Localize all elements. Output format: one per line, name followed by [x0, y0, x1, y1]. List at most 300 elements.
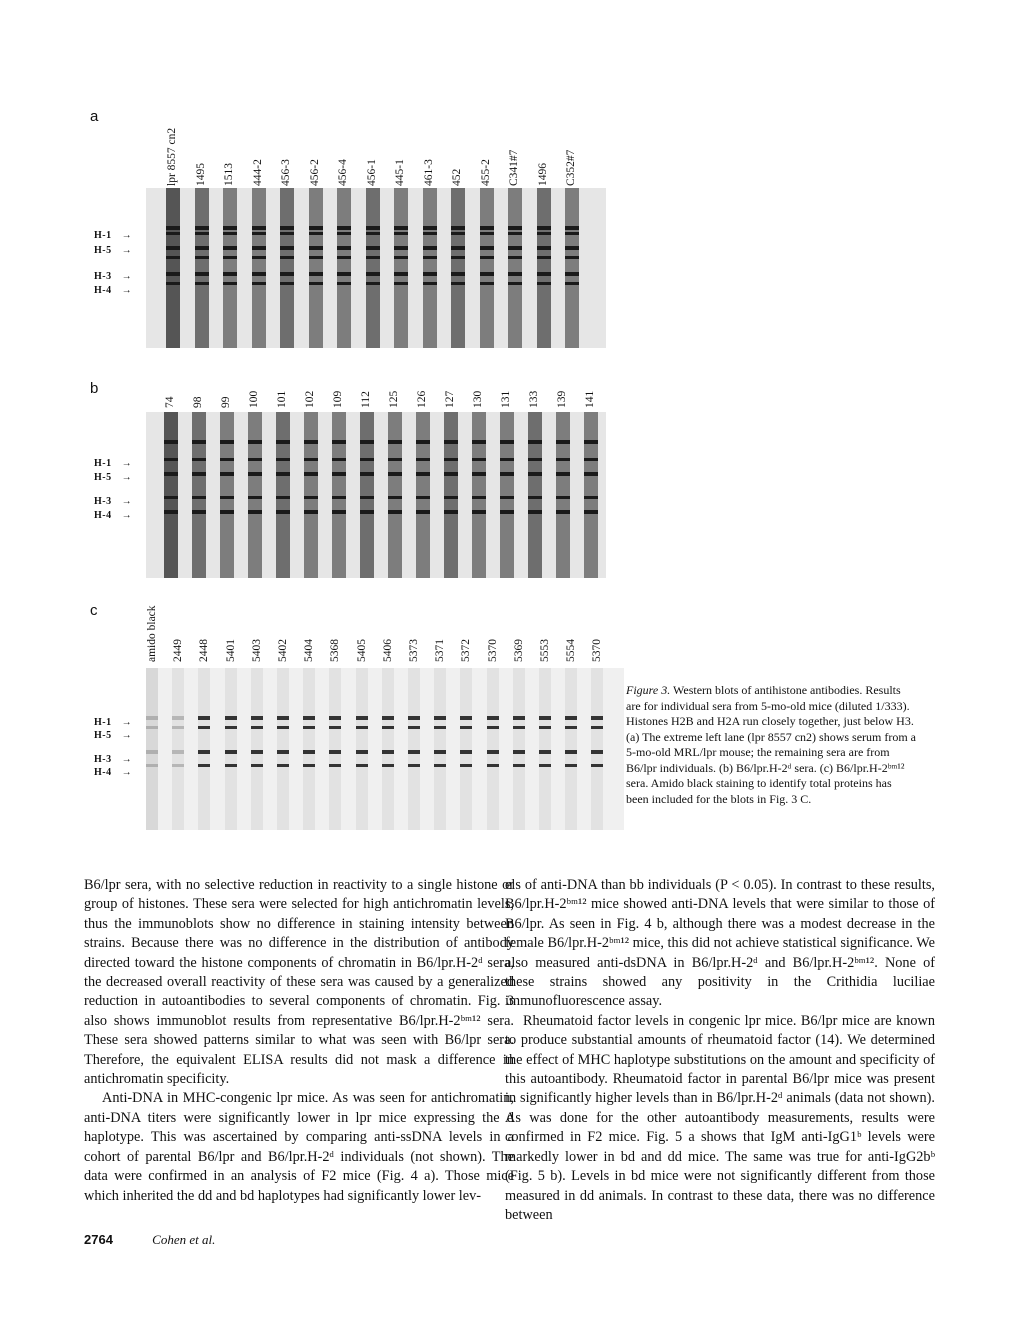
- histone-band: [277, 716, 289, 720]
- histone-band: [500, 458, 514, 461]
- histone-band: [556, 458, 570, 461]
- histone-band: [480, 272, 494, 276]
- marker-h1: H-1 →: [94, 717, 133, 728]
- histone-band: [565, 726, 577, 729]
- histone-band: [360, 510, 374, 514]
- histone-band: [164, 496, 178, 499]
- histone-band: [277, 726, 289, 729]
- histone-band: [460, 716, 472, 720]
- marker-label: H-3: [94, 271, 112, 282]
- histone-band: [303, 764, 315, 767]
- histone-band: [248, 496, 262, 499]
- histone-band: [192, 510, 206, 514]
- lane-label: 2449: [172, 639, 185, 662]
- histone-band: [195, 246, 209, 250]
- blot-lane: [356, 668, 368, 830]
- histone-band: [248, 510, 262, 514]
- blot-lane: [251, 668, 263, 830]
- histone-band: [556, 496, 570, 499]
- histone-band: [565, 282, 579, 285]
- body-column-right: [505, 876, 935, 1225]
- histone-band: [356, 764, 368, 767]
- blot-lane: [416, 412, 430, 578]
- histone-band: [329, 750, 341, 754]
- lane-label: 112: [360, 391, 372, 408]
- histone-band: [309, 282, 323, 285]
- histone-band: [416, 440, 430, 444]
- histone-band: [537, 282, 551, 285]
- histone-band: [366, 232, 380, 235]
- histone-band: [164, 458, 178, 461]
- histone-band: [220, 510, 234, 514]
- page-footer: [84, 1232, 215, 1248]
- blot-lane: [248, 412, 262, 578]
- blot-lane: [565, 668, 577, 830]
- blot-lane: [252, 188, 266, 348]
- histone-band: [500, 472, 514, 476]
- panel-b: [84, 370, 624, 580]
- lane-label: 445-1: [394, 159, 406, 186]
- histone-band: [556, 472, 570, 476]
- histone-band: [451, 226, 465, 230]
- blot-lane: [394, 188, 408, 348]
- histone-band: [198, 750, 210, 754]
- histone-band: [565, 272, 579, 276]
- caption-label: Figure 3.: [626, 683, 671, 697]
- histone-band: [309, 226, 323, 230]
- histone-band: [394, 232, 408, 235]
- panel-c: [84, 596, 624, 831]
- histone-band: [408, 750, 420, 754]
- histone-band: [252, 282, 266, 285]
- blot-image: [146, 188, 606, 348]
- lane-label: 5370: [486, 639, 499, 662]
- marker-label: H-4: [94, 285, 112, 296]
- marker-label: H-1: [94, 717, 112, 728]
- histone-band: [220, 472, 234, 476]
- histone-band: [164, 510, 178, 514]
- lane-label: 102: [304, 390, 316, 408]
- histone-band: [192, 440, 206, 444]
- histone-band: [480, 232, 494, 235]
- lane-label: amido black: [146, 605, 158, 662]
- histone-band: [248, 472, 262, 476]
- marker-h3: H-3 →: [94, 271, 133, 282]
- histone-band: [472, 496, 486, 499]
- lane-label: 5406: [381, 639, 394, 662]
- histone-band: [366, 256, 380, 259]
- histone-band: [252, 246, 266, 250]
- panel-letter: b: [90, 380, 99, 397]
- histone-band: [309, 232, 323, 235]
- histone-band: [366, 272, 380, 276]
- histone-band: [565, 226, 579, 230]
- lane-label: C341#7: [508, 149, 520, 186]
- histone-band: [508, 272, 522, 276]
- histone-band: [508, 256, 522, 259]
- histone-band: [565, 256, 579, 259]
- histone-band: [337, 232, 351, 235]
- blot-lane: [528, 412, 542, 578]
- histone-band: [591, 716, 603, 720]
- histone-band: [146, 750, 158, 754]
- lane-label: 5371: [434, 639, 447, 662]
- histone-band: [513, 726, 525, 729]
- histone-band: [513, 716, 525, 720]
- marker-label: H-4: [94, 510, 112, 521]
- histone-band: [556, 440, 570, 444]
- blot-lane: [366, 188, 380, 348]
- histone-band: [500, 510, 514, 514]
- histone-band: [356, 716, 368, 720]
- histone-band: [416, 472, 430, 476]
- histone-band: [172, 764, 184, 767]
- histone-band: [423, 272, 437, 276]
- lane-label: 2448: [198, 639, 211, 662]
- histone-band: [337, 272, 351, 276]
- marker-h4: H-4 →: [94, 285, 133, 296]
- blot-lane: [480, 188, 494, 348]
- histone-band: [416, 496, 430, 499]
- histone-band: [337, 256, 351, 259]
- histone-band: [408, 764, 420, 767]
- histone-band: [416, 458, 430, 461]
- histone-band: [304, 440, 318, 444]
- histone-band: [220, 440, 234, 444]
- histone-band: [500, 496, 514, 499]
- histone-band: [408, 726, 420, 729]
- histone-band: [444, 510, 458, 514]
- histone-band: [416, 510, 430, 514]
- lane-label: 452: [451, 168, 463, 186]
- blot-lane: [508, 188, 522, 348]
- histone-band: [472, 440, 486, 444]
- histone-band: [382, 726, 394, 729]
- lane-label: 1513: [223, 163, 235, 186]
- histone-band: [591, 726, 603, 729]
- histone-band: [251, 750, 263, 754]
- histone-band: [220, 458, 234, 461]
- page-number: 2764: [84, 1232, 113, 1247]
- histone-band: [584, 458, 598, 461]
- blot-lane: [584, 412, 598, 578]
- marker-h5: H-5 →: [94, 245, 133, 256]
- histone-band: [195, 272, 209, 276]
- histone-band: [337, 282, 351, 285]
- histone-band: [500, 440, 514, 444]
- histone-band: [508, 226, 522, 230]
- blot-lane: [192, 412, 206, 578]
- histone-band: [360, 496, 374, 499]
- histone-band: [472, 472, 486, 476]
- histone-band: [487, 750, 499, 754]
- lane-label: 99: [220, 396, 232, 408]
- histone-band: [528, 472, 542, 476]
- histone-band: [388, 510, 402, 514]
- histone-band: [303, 726, 315, 729]
- histone-band: [591, 764, 603, 767]
- blot-lane: [537, 188, 551, 348]
- histone-band: [303, 750, 315, 754]
- histone-band: [423, 232, 437, 235]
- histone-band: [565, 716, 577, 720]
- histone-band: [508, 282, 522, 285]
- histone-band: [276, 496, 290, 499]
- histone-band: [166, 256, 180, 259]
- histone-band: [537, 232, 551, 235]
- histone-band: [584, 496, 598, 499]
- lane-label: 109: [332, 390, 344, 408]
- running-author: Cohen et al.: [152, 1232, 216, 1247]
- histone-band: [304, 458, 318, 461]
- histone-band: [513, 764, 525, 767]
- histone-band: [332, 510, 346, 514]
- marker-label: H-1: [94, 230, 112, 241]
- histone-band: [539, 764, 551, 767]
- histone-band: [537, 246, 551, 250]
- histone-band: [394, 282, 408, 285]
- blot-lane: [408, 668, 420, 830]
- blot-lane: [303, 668, 315, 830]
- histone-band: [584, 472, 598, 476]
- histone-band: [584, 440, 598, 444]
- lane-label: 456-3: [280, 159, 292, 186]
- blot-lane: [225, 668, 237, 830]
- marker-label: H-1: [94, 458, 112, 469]
- histone-band: [388, 440, 402, 444]
- histone-band: [248, 440, 262, 444]
- marker-h3: H-3 →: [94, 496, 133, 507]
- histone-band: [366, 226, 380, 230]
- histone-band: [225, 750, 237, 754]
- blot-lane: [332, 412, 346, 578]
- histone-band: [276, 440, 290, 444]
- marker-h4: H-4 →: [94, 767, 133, 778]
- blot-lane: [198, 668, 210, 830]
- histone-band: [528, 440, 542, 444]
- histone-band: [280, 282, 294, 285]
- histone-band: [225, 726, 237, 729]
- histone-band: [356, 750, 368, 754]
- blot-lane: [166, 188, 180, 348]
- histone-band: [309, 256, 323, 259]
- lane-label: 5369: [512, 639, 525, 662]
- histone-band: [329, 726, 341, 729]
- paragraph: Anti-DNA in MHC-congenic lpr mice. As was seen for antichromatin, anti-DNA titers were significantly lower in lpr mice expressing the d haplotype. This was ascertained by comparing anti-ssDNA levels in a cohort of parental B6/lpr and B6/lpr.H-2ᵈ individuals (not shown). The data were confirmed in an analysis of F2 mice (Fig. 4 a). Those mice which inherited the dd and bd haplotypes had significantly lower lev-: [84, 1090, 514, 1204]
- histone-band: [277, 750, 289, 754]
- histone-band: [472, 458, 486, 461]
- lane-label: 5373: [408, 639, 420, 662]
- histone-band: [252, 226, 266, 230]
- histone-band: [423, 256, 437, 259]
- blot-lane: [539, 668, 551, 830]
- histone-band: [480, 226, 494, 230]
- histone-band: [394, 256, 408, 259]
- caption-text: Western blots of antihistone antibodies. Results are for individual sera from 5-mo-old mice (diluted 1/333). Histones H2B and H2A run closely together, just below H3. (a) The extreme left lane (lpr 8557 cn2) shows serum from a 5-mo-old MRL/lpr mouse; the remaining sera are from B6/lpr individuals. (b) B6/lpr.H-2ᵈ sera. (c) B6/lpr.H-2ᵇᵐ¹² sera. Amido black staining to identify total proteins has been included for the blots in Fig. 3 C.: [626, 683, 917, 806]
- blot-lane: [309, 188, 323, 348]
- histone-band: [528, 510, 542, 514]
- histone-band: [444, 472, 458, 476]
- histone-band: [537, 272, 551, 276]
- histone-band: [388, 496, 402, 499]
- histone-band: [166, 232, 180, 235]
- marker-h5: H-5 →: [94, 472, 133, 483]
- histone-band: [251, 716, 263, 720]
- histone-band: [460, 764, 472, 767]
- histone-band: [329, 716, 341, 720]
- histone-band: [280, 232, 294, 235]
- histone-band: [332, 440, 346, 444]
- lane-label: 461-3: [422, 159, 435, 186]
- histone-band: [223, 282, 237, 285]
- blot-lane: [337, 188, 351, 348]
- histone-band: [166, 246, 180, 250]
- blot-lane: [280, 188, 294, 348]
- histone-band: [192, 458, 206, 461]
- histone-band: [360, 440, 374, 444]
- histone-band: [356, 726, 368, 729]
- histone-band: [303, 716, 315, 720]
- histone-band: [195, 232, 209, 235]
- histone-band: [434, 750, 446, 754]
- histone-band: [220, 496, 234, 499]
- blot-lane: [565, 188, 579, 348]
- histone-band: [172, 750, 184, 754]
- histone-band: [223, 272, 237, 276]
- lane-label: 456-2: [308, 159, 321, 186]
- blot-image: [146, 412, 606, 578]
- panel-letter: a: [90, 108, 99, 125]
- histone-band: [195, 256, 209, 259]
- histone-band: [309, 246, 323, 250]
- histone-band: [280, 256, 294, 259]
- lane-label: 5403: [250, 639, 263, 662]
- histone-band: [223, 246, 237, 250]
- histone-band: [408, 716, 420, 720]
- histone-band: [280, 226, 294, 230]
- lane-label: 5554: [565, 639, 578, 662]
- lane-label: 5402: [277, 639, 289, 662]
- blot-lane: [591, 668, 603, 830]
- histone-band: [444, 496, 458, 499]
- marker-label: H-3: [94, 496, 112, 507]
- histone-band: [451, 256, 465, 259]
- histone-band: [164, 440, 178, 444]
- histone-band: [146, 726, 158, 729]
- blot-lane: [444, 412, 458, 578]
- histone-band: [382, 750, 394, 754]
- histone-band: [451, 246, 465, 250]
- histone-band: [223, 232, 237, 235]
- blot-lane: [434, 668, 446, 830]
- histone-band: [394, 226, 408, 230]
- lane-label: 5368: [329, 639, 342, 662]
- blot-lane: [513, 668, 525, 830]
- histone-band: [444, 440, 458, 444]
- histone-band: [276, 510, 290, 514]
- blot-lane: [276, 412, 290, 578]
- blot-lane: [220, 412, 234, 578]
- histone-band: [388, 472, 402, 476]
- histone-band: [332, 472, 346, 476]
- histone-band: [451, 272, 465, 276]
- histone-band: [537, 256, 551, 259]
- marker-label: H-5: [94, 730, 112, 741]
- histone-band: [192, 472, 206, 476]
- lane-label: 131: [500, 390, 512, 408]
- histone-band: [394, 246, 408, 250]
- histone-band: [444, 458, 458, 461]
- marker-label: H-5: [94, 245, 112, 256]
- lane-labels: [84, 596, 624, 664]
- histone-band: [480, 282, 494, 285]
- lane-label: 127: [444, 390, 456, 408]
- marker-h3: H-3 →: [94, 754, 133, 765]
- lane-label: 100: [248, 390, 260, 408]
- histone-band: [382, 716, 394, 720]
- marker-h1: H-1 →: [94, 458, 133, 469]
- histone-band: [472, 510, 486, 514]
- histone-band: [172, 726, 184, 729]
- histone-band: [360, 458, 374, 461]
- histone-band: [508, 246, 522, 250]
- histone-band: [276, 472, 290, 476]
- histone-band: [556, 510, 570, 514]
- body-column-left: [84, 876, 514, 1206]
- histone-band: [276, 458, 290, 461]
- marker-h1: H-1 →: [94, 230, 133, 241]
- histone-band: [539, 726, 551, 729]
- histone-band: [480, 246, 494, 250]
- panel-a: [84, 88, 624, 350]
- histone-band: [332, 496, 346, 499]
- lane-label: lpr 8557 cn2: [166, 127, 178, 186]
- histone-band: [487, 764, 499, 767]
- histone-band: [164, 472, 178, 476]
- histone-band: [223, 226, 237, 230]
- histone-band: [423, 226, 437, 230]
- histone-band: [146, 716, 158, 720]
- histone-band: [277, 764, 289, 767]
- histone-band: [304, 496, 318, 499]
- histone-band: [565, 764, 577, 767]
- marker-h5: H-5 →: [94, 730, 133, 741]
- histone-band: [537, 226, 551, 230]
- blot-lane: [329, 668, 341, 830]
- lane-labels: [84, 88, 624, 188]
- lane-label: 133: [528, 390, 540, 408]
- histone-band: [198, 726, 210, 729]
- lane-label: 139: [556, 390, 568, 408]
- histone-band: [460, 750, 472, 754]
- histone-band: [172, 716, 184, 720]
- histone-band: [366, 282, 380, 285]
- histone-band: [337, 246, 351, 250]
- histone-band: [195, 226, 209, 230]
- marker-label: H-5: [94, 472, 112, 483]
- histone-band: [434, 726, 446, 729]
- histone-band: [423, 246, 437, 250]
- histone-band: [192, 496, 206, 499]
- histone-band: [528, 458, 542, 461]
- lane-label: 5370: [591, 639, 604, 662]
- histone-band: [225, 716, 237, 720]
- histone-band: [451, 232, 465, 235]
- blot-lane: [382, 668, 394, 830]
- histone-band: [166, 226, 180, 230]
- histone-band: [252, 256, 266, 259]
- blot-lane: [164, 412, 178, 578]
